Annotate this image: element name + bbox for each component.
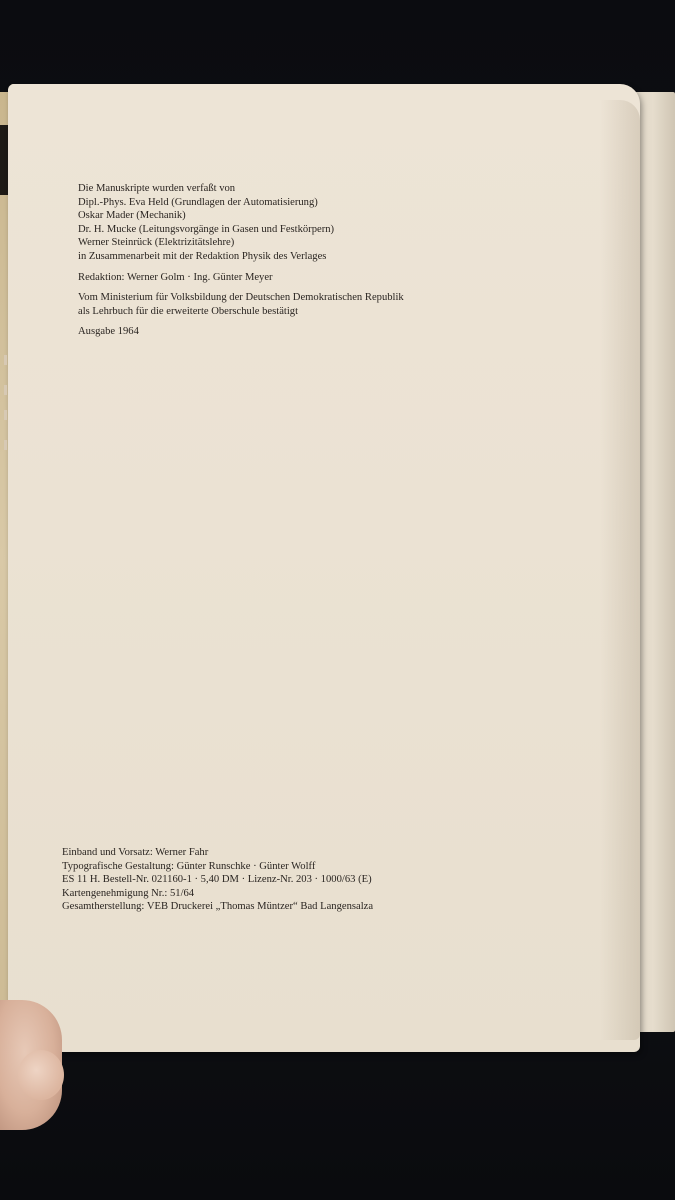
page-edge-shadow [600,100,640,1040]
map-approval-line: Kartengenehmigung Nr.: 51/64 [62,887,195,899]
imprint-lower-block [62,846,373,914]
cover-edge-mark [4,385,7,395]
author-line: Oskar Mader (Mechanik) [78,210,186,222]
collaboration-line: in Zusammenarbeit mit der Redaktion Physik des Verlages [78,250,327,262]
editors-line: Redaktion: Werner Golm · Ing. Günter Meyer [78,271,273,283]
author-line: Dr. H. Mucke (Leitungsvorgänge in Gasen und Festkörpern) [78,223,335,235]
printer-line: Gesamtherstellung: VEB Druckerei „Thomas Müntzer“ Bad Langensalza [62,901,374,913]
cover-edge-mark [4,410,7,420]
binding-credit-line: Einband und Vorsatz: Werner Fahr [62,847,209,858]
authors-intro-line: Die Manuskripte wurden verfaßt von [78,183,236,194]
author-line: Dipl.-Phys. Eva Held (Grundlagen der Automatisierung) [78,196,318,208]
cover-edge-mark [4,440,7,450]
author-line: Werner Steinrück (Elektrizitätslehre) [78,237,235,249]
approval-line: als Lehrbuch für die erweiterte Oberschule bestätigt [78,305,299,317]
order-number-line: ES 11 H. Bestell-Nr. 021160-1 · 5,40 DM · Lizenz-Nr. 203 · 1000/63 (E) [62,874,372,886]
typography-credit-line: Typografische Gestaltung: Günter Runschke · Günter Wolff [62,860,316,872]
cover-edge-mark [4,355,7,365]
thumb [18,1050,64,1100]
imprint-upper-block [78,182,404,339]
edition-line: Ausgabe 1964 [78,326,139,338]
approval-line: Vom Ministerium für Volksbildung der Deutschen Demokratischen Republik [78,292,404,304]
